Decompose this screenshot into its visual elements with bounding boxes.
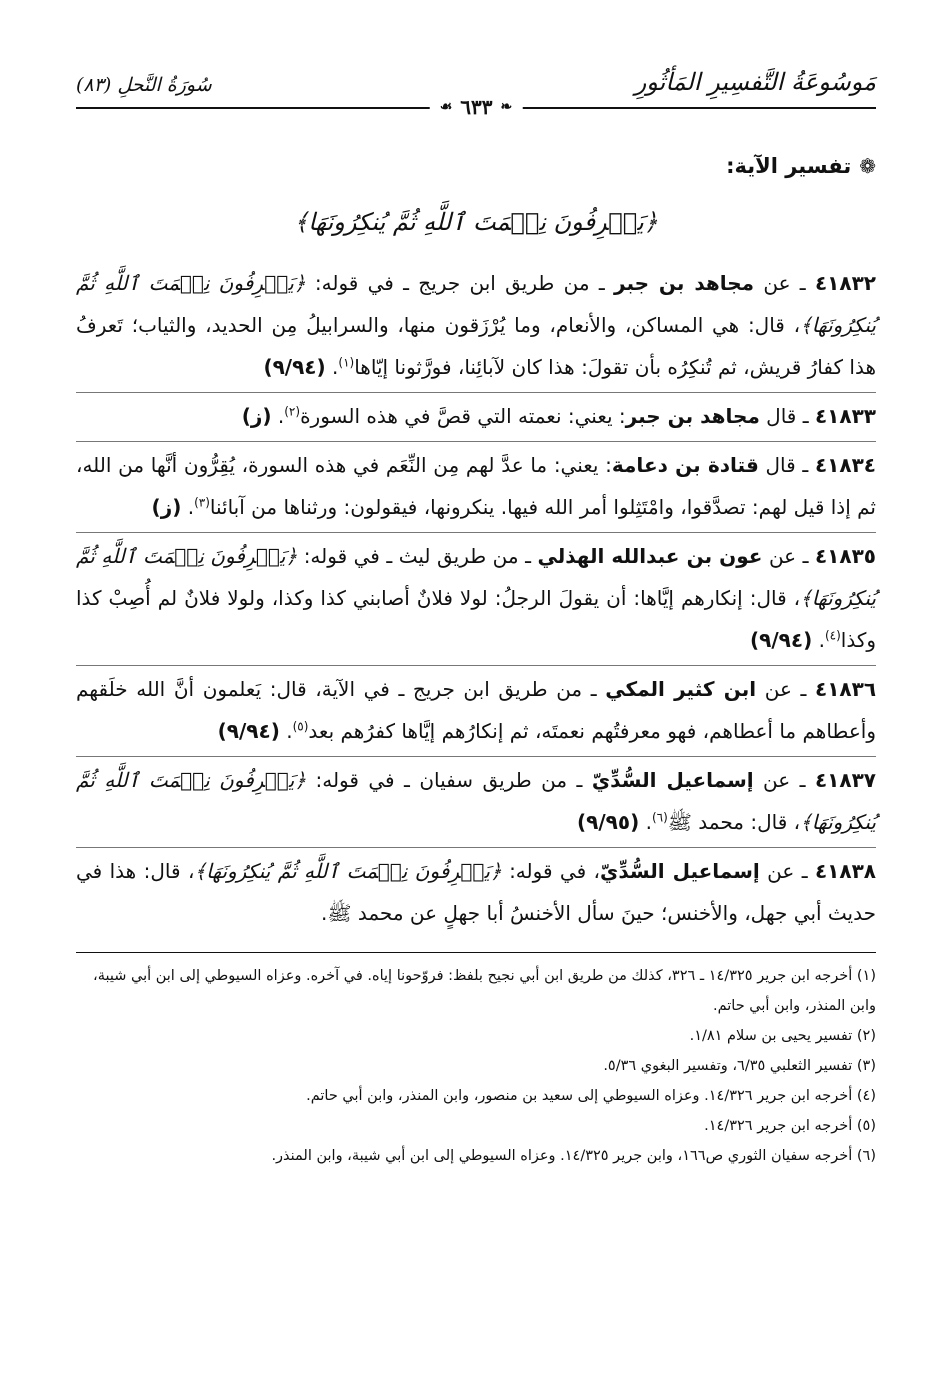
volume-reference: (٩/٩٤): [263, 355, 326, 379]
volume-reference: (٩/٩٤): [750, 628, 813, 652]
narration-text: .: [279, 719, 293, 743]
narration-41836: [76, 668, 876, 757]
quran-quote: ﴿يَعۡرِفُونَ نِعۡمَتَ ٱللَّهِ ثُمَّ يُنكِرُونَهَا﴾: [76, 768, 876, 834]
narration-text: ، قال: هذا في حديث أبي جهل، والأخنس؛ حينَ سأل الأخنسُ أبا جهلٍ عن محمد ﷺ.: [76, 859, 876, 925]
footnote-4: (٤) أخرجه ابن جرير ١٤/٣٢٦. وعزاه السيوطي إلى سعيد بن منصور، وابن المنذر، وابن أبي حاتم.: [306, 1088, 876, 1104]
narration-41837: [76, 759, 876, 848]
footnote-marker: (٣): [194, 495, 210, 510]
ayah-heading: ﴿يَعۡرِفُونَ نِعۡمَتَ ٱللَّهِ ثُمَّ يُنكِرُونَهَا﴾: [294, 208, 658, 236]
narration-text: ـ عن: [753, 768, 815, 792]
ornament-left-icon: ❧: [500, 99, 513, 115]
volume-reference: (٩/٩٤): [217, 719, 280, 743]
narrator-name: ابن كثير المكي: [605, 677, 757, 701]
quran-quote: ﴿يَعۡرِفُونَ نِعۡمَتَ ٱللَّهِ ثُمَّ يُنكِرُونَهَا﴾: [194, 859, 502, 883]
narration-number: ٤١٨٣٥: [814, 544, 877, 568]
narration-text: .: [181, 495, 195, 519]
footnote-5: (٥) أخرجه ابن جرير ١٤/٣٢٦.: [704, 1118, 876, 1134]
footnote-divider: [76, 952, 876, 953]
volume-reference: (ز): [241, 404, 272, 428]
narration-text: .: [325, 355, 339, 379]
narrator-name: إسماعيل السُّدِّيّ: [591, 768, 754, 792]
narration-text: ، قال: إنكارهم إيَّاها: أن يقولَ الرجلُ: لولا فلانٌ أصابني كذا وكذا، ولولا فلانٌ لم أُصِبْ كذا وكذا: [76, 586, 876, 652]
narration-text: ـ قال: [758, 453, 815, 477]
narration-text: .: [812, 628, 825, 652]
footnote-marker: (٦): [651, 810, 668, 825]
narration-text: ـ من طريق ابن جريج ـ في الآية، قال: يَعلمون أنَّ الله خلَقهم وأعطاهم ما أعطاهم، فهو معرفتُهم نعمتَه، ثم إنكارُهم إيَّاها كفرُهم بعد: [76, 677, 876, 743]
narration-number: ٤١٨٣٣: [814, 404, 876, 428]
narrator-name: عون بن عبدالله الهذلي: [537, 544, 763, 568]
ornament-right-icon: ☙: [439, 99, 453, 115]
section-title: [76, 154, 876, 178]
narration-text: ـ من طريق ابن جريج ـ في قوله:: [305, 271, 614, 295]
header-rule: [76, 95, 876, 119]
narration-41832: [76, 262, 876, 393]
narration-text: ـ عن: [762, 544, 815, 568]
narrator-name: إسماعيل السُّدِّيّ: [600, 859, 760, 883]
narration-number: ٤١٨٣٧: [814, 768, 877, 792]
footnote-marker: (١): [338, 355, 355, 370]
narrator-name: مجاهد بن جبر: [625, 404, 760, 428]
page-number: ٦٣٣: [460, 95, 493, 119]
running-header: [76, 56, 876, 96]
section-title-text: تفسير الآية:: [726, 154, 852, 178]
quran-quote: ﴿يَعۡرِفُونَ نِعۡمَتَ ٱللَّهِ ثُمَّ يُنكِرُونَهَا﴾: [76, 271, 876, 337]
narration-number: ٤١٨٣٤: [814, 453, 876, 477]
narration-text: ، قال: محمد ﷺ: [667, 810, 801, 834]
footnote-marker: (٤): [824, 628, 841, 643]
narration-text: : يعني: ما عدَّ لهم مِن النِّعَم في هذه السورة، يُقِرُّون أنَّها من الله، ثم إذا قيل لهم: تصدَّقوا، وامْتَثِلوا أمر الله فيها. ينكرونها، فيقولون: ورثناها من آبائنا: [76, 453, 876, 519]
narration-number: ٤١٨٣٢: [814, 271, 877, 295]
page-number-box: [430, 95, 523, 119]
page: [76, 56, 876, 1171]
commentary-body: [76, 262, 876, 938]
volume-reference: (٩/٩٥): [577, 810, 640, 834]
narration-text: .: [639, 810, 652, 834]
book-title: مَوسُوعَةُ التَّفسِيرِ المَأثُورِ: [634, 68, 876, 96]
narration-text: ـ قال: [759, 404, 815, 428]
narration-text: ، قال: هي المساكن، والأنعام، وما يُرْزَقون منها، والسرابيلُ مِن الحديد، والثياب؛ تَعرفُ هذا كفارُ قريش، ثم تُنكِرُه بأن تقولَ: هذا كان لآبائِنا، فورَّثونا إيّاها: [76, 313, 876, 379]
footnote-marker: (٢): [284, 404, 301, 419]
narration-41835: [76, 535, 876, 666]
quran-quote: ﴿يَعۡرِفُونَ نِعۡمَتَ ٱللَّهِ ثُمَّ يُنكِرُونَهَا﴾: [76, 544, 876, 610]
narration-text: ـ من طريق ليث ـ في قوله:: [297, 544, 538, 568]
surah-name: سُورَةُ النَّحلِ: [117, 74, 212, 96]
footnote-6: (٦) أخرجه سفيان الثوري ص١٦٦، وابن جرير ١٤/٣٢٥. وعزاه السيوطي إلى ابن أبي شيبة، وابن المنذر.: [271, 1148, 876, 1164]
narration-41834: [76, 444, 876, 533]
narration-text: ـ عن: [754, 271, 815, 295]
narration-text: ـ عن: [759, 859, 815, 883]
flower-ornament-icon: ❁: [859, 154, 876, 178]
narration-number: ٤١٨٣٨: [814, 859, 877, 883]
narration-text: .: [271, 404, 285, 428]
narrator-name: مجاهد بن جبر: [614, 271, 755, 295]
footnote-3: (٣) تفسير الثعلبي ٦/٣٥، وتفسير البغوي ٥/٣٦.: [603, 1058, 876, 1074]
verse-number: (٨٣): [76, 74, 112, 96]
narration-41833: [76, 395, 876, 442]
narration-text: ـ عن: [756, 677, 815, 701]
footnote-2: (٢) تفسير يحيى بن سلام ١/٨١.: [689, 1028, 876, 1044]
narrator-name: قتادة بن دعامة: [611, 453, 759, 477]
footnote-1: (١) أخرجه ابن جرير ١٤/٣٢٥ ـ ٣٢٦، كذلك من طريق ابن أبي نجيح بلفظ: فروّحونا إياه. في آخره. وعزاه السيوطي إلى ابن أبي شيبة، وابن المنذر، وابن أبي حاتم.: [93, 968, 876, 1014]
narration-number: ٤١٨٣٦: [814, 677, 877, 701]
surah-header: [76, 74, 212, 96]
narration-text: ، في قوله:: [501, 859, 601, 883]
narration-41838: [76, 850, 876, 938]
footnote-marker: (٥): [292, 719, 309, 734]
footnotes: [76, 961, 876, 1171]
narration-text: ـ من طريق سفيان ـ في قوله:: [306, 768, 592, 792]
volume-reference: (ز): [151, 495, 182, 519]
narration-text: : يعني: نعمته التي قصَّ في هذه السورة: [300, 404, 626, 428]
